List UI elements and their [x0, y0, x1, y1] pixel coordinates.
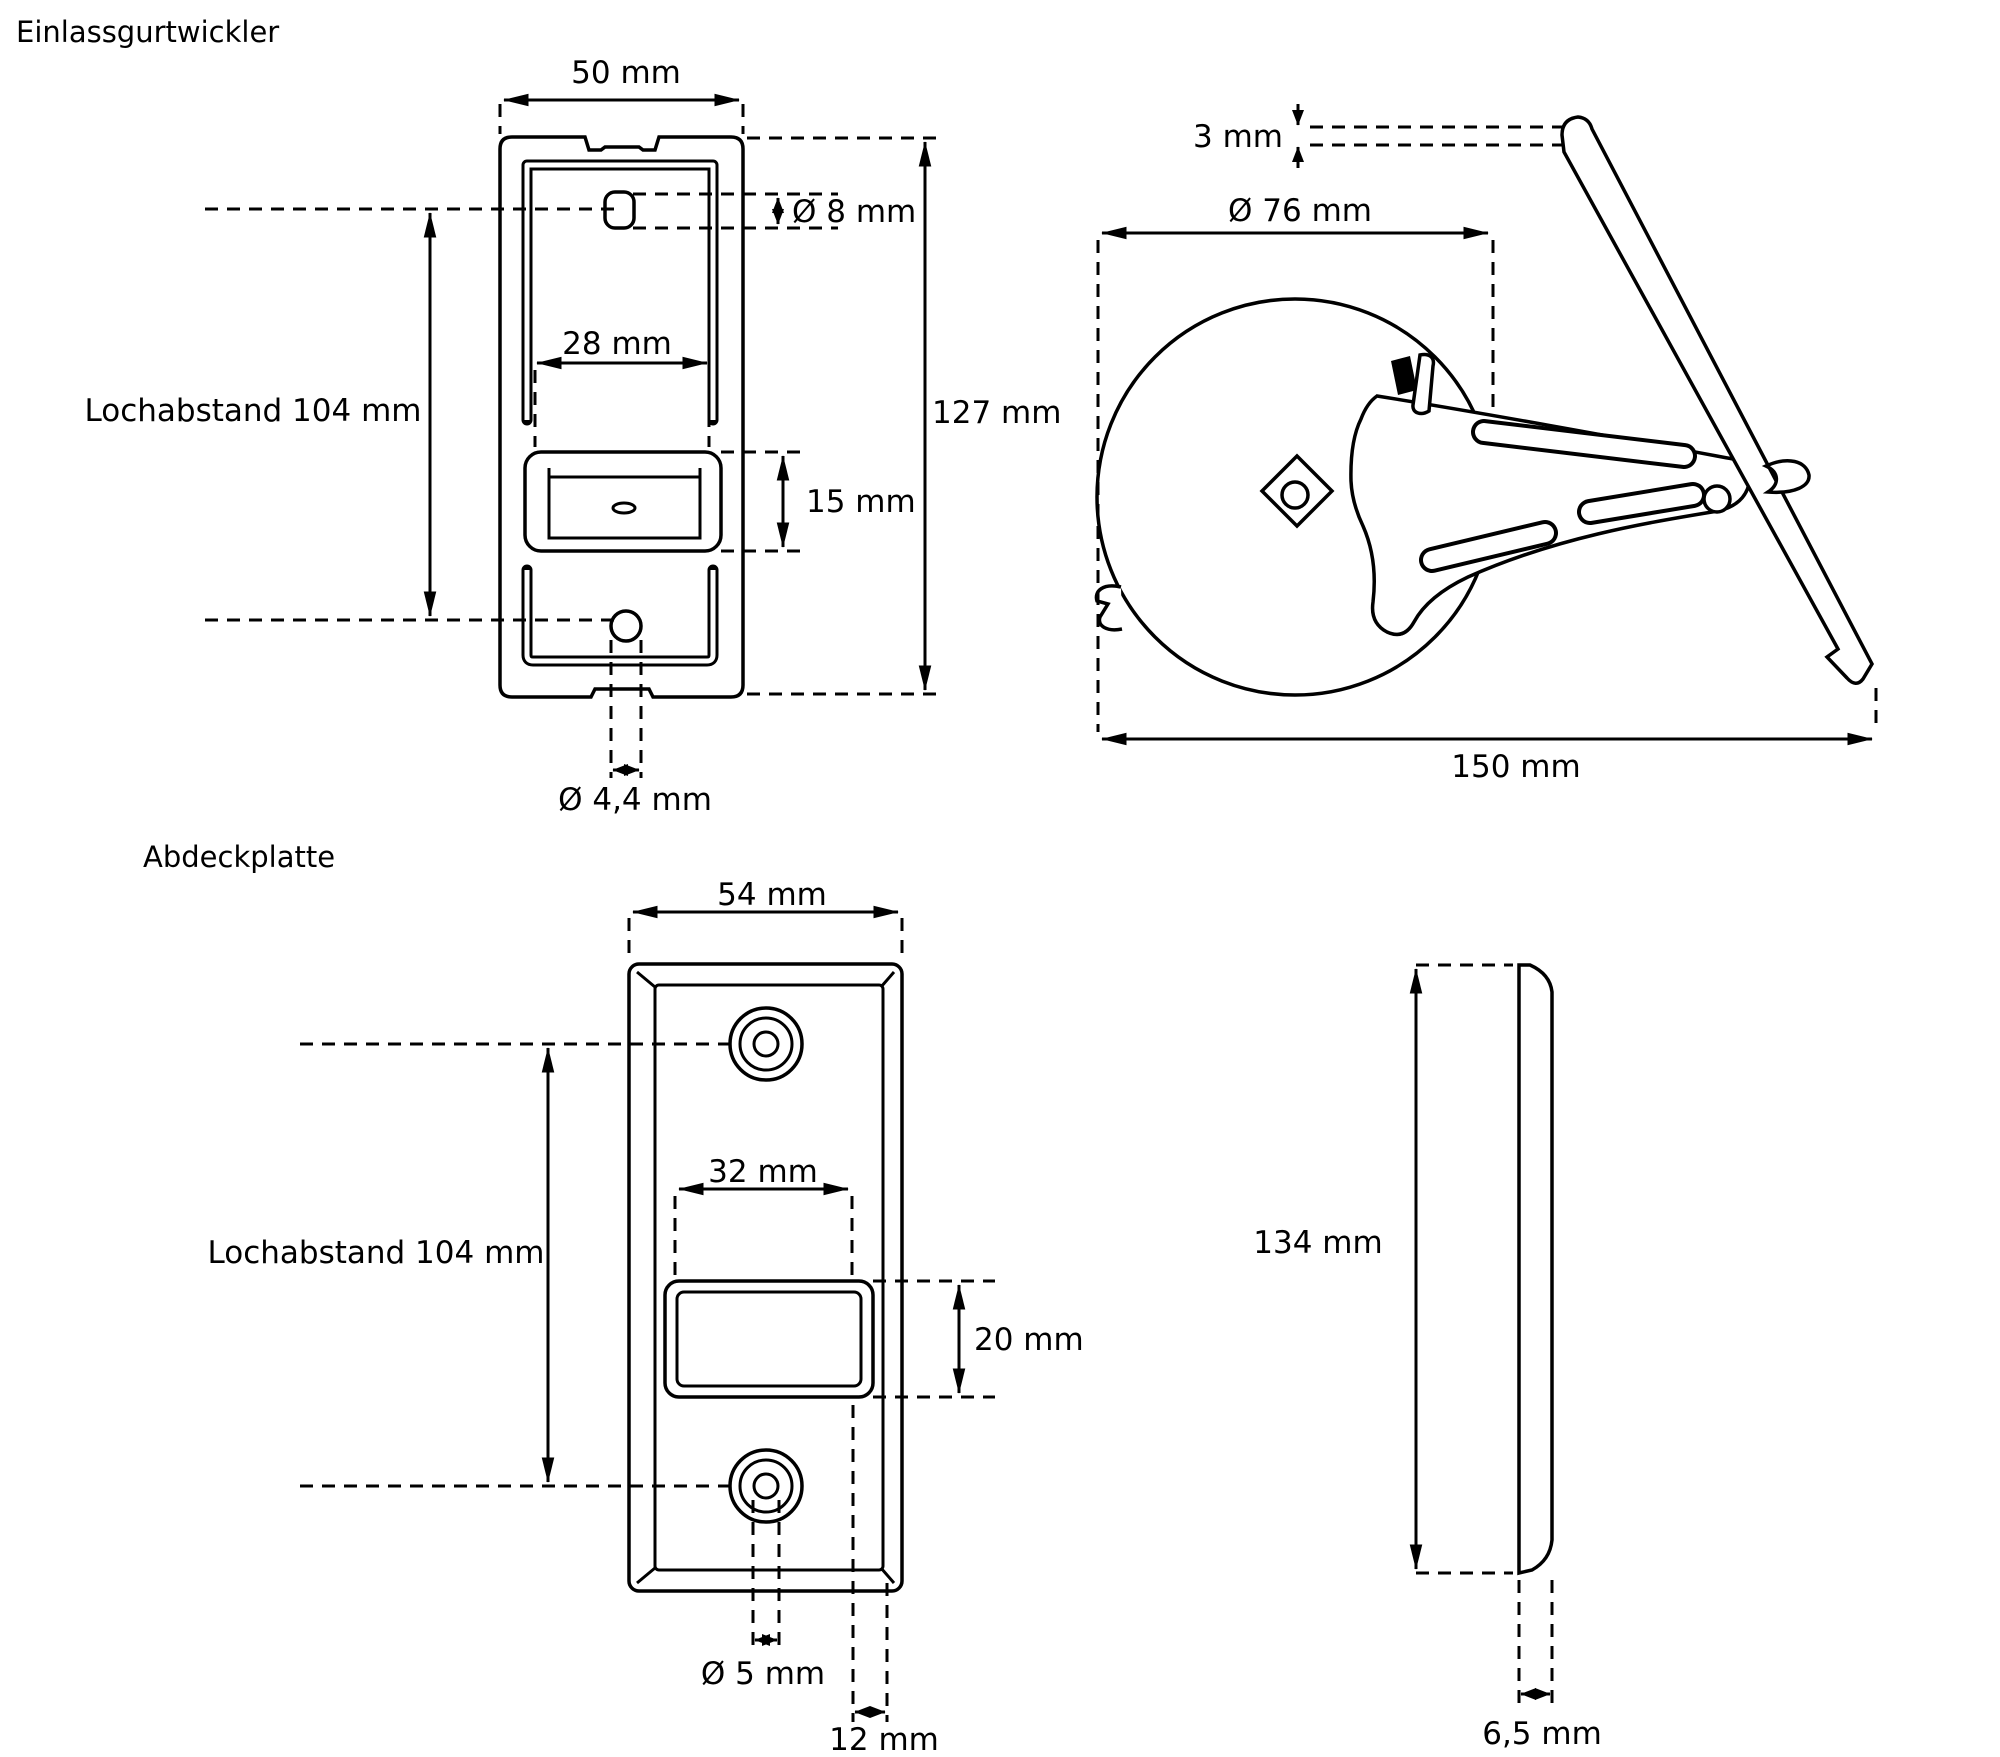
winder-mounting-plate [1562, 117, 1872, 683]
dim-winder-innerwidth-label: 28 mm [562, 326, 672, 362]
section-title-winder: Einlassgurtwickler [16, 15, 280, 49]
dim-winder-height-label: 127 mm [932, 395, 1062, 431]
dim-cover-height-label: 134 mm [1253, 1225, 1383, 1261]
dim-cover-windowwidth-label: 32 mm [708, 1154, 818, 1190]
dim-winder-spool-diameter-label: Ø 76 mm [1228, 193, 1372, 229]
dim-cover-width-label: 54 mm [717, 877, 827, 913]
cover-bottom-screw-hole [730, 1450, 802, 1522]
dim-cover-windowheight-label: 20 mm [974, 1322, 1084, 1358]
cover-belt-window [665, 1281, 873, 1397]
dim-winder-length-label: 150 mm [1451, 749, 1581, 785]
dim-cover-windowoffset-label: 12 mm [829, 1722, 939, 1757]
cover-side-profile [1519, 965, 1552, 1573]
winder-spool-tab [1096, 586, 1122, 630]
dim-winder-tophole-label: Ø 8 mm [792, 194, 917, 230]
dim-cover-holespacing-label: Lochabstand 104 mm [207, 1235, 545, 1271]
winder-axle-hole [1282, 482, 1308, 508]
cover-side-view [1253, 965, 1601, 1752]
dim-cover-holediameter-label: Ø 5 mm [700, 1656, 826, 1692]
cover-front-view [208, 877, 1084, 1757]
winder-side-view [1096, 104, 1876, 785]
dim-winder-platethickness-label: 3 mm [1193, 119, 1283, 155]
section-title-cover: Abdeckplatte [143, 840, 336, 874]
cover-top-screw-hole [730, 1008, 802, 1080]
winder-pivot-hole [1704, 486, 1730, 512]
winder-bottom-hole [611, 611, 641, 641]
winder-front-view [85, 55, 1062, 818]
dim-winder-bottomhole-label: Ø 4,4 mm [558, 782, 712, 818]
winder-belt-slot [525, 452, 721, 551]
dim-winder-slotheight-label: 15 mm [806, 484, 916, 520]
dim-winder-width-label: 50 mm [571, 55, 681, 91]
dim-cover-thickness-label: 6,5 mm [1482, 1716, 1602, 1752]
dim-winder-holespacing-label: Lochabstand 104 mm [84, 393, 422, 429]
